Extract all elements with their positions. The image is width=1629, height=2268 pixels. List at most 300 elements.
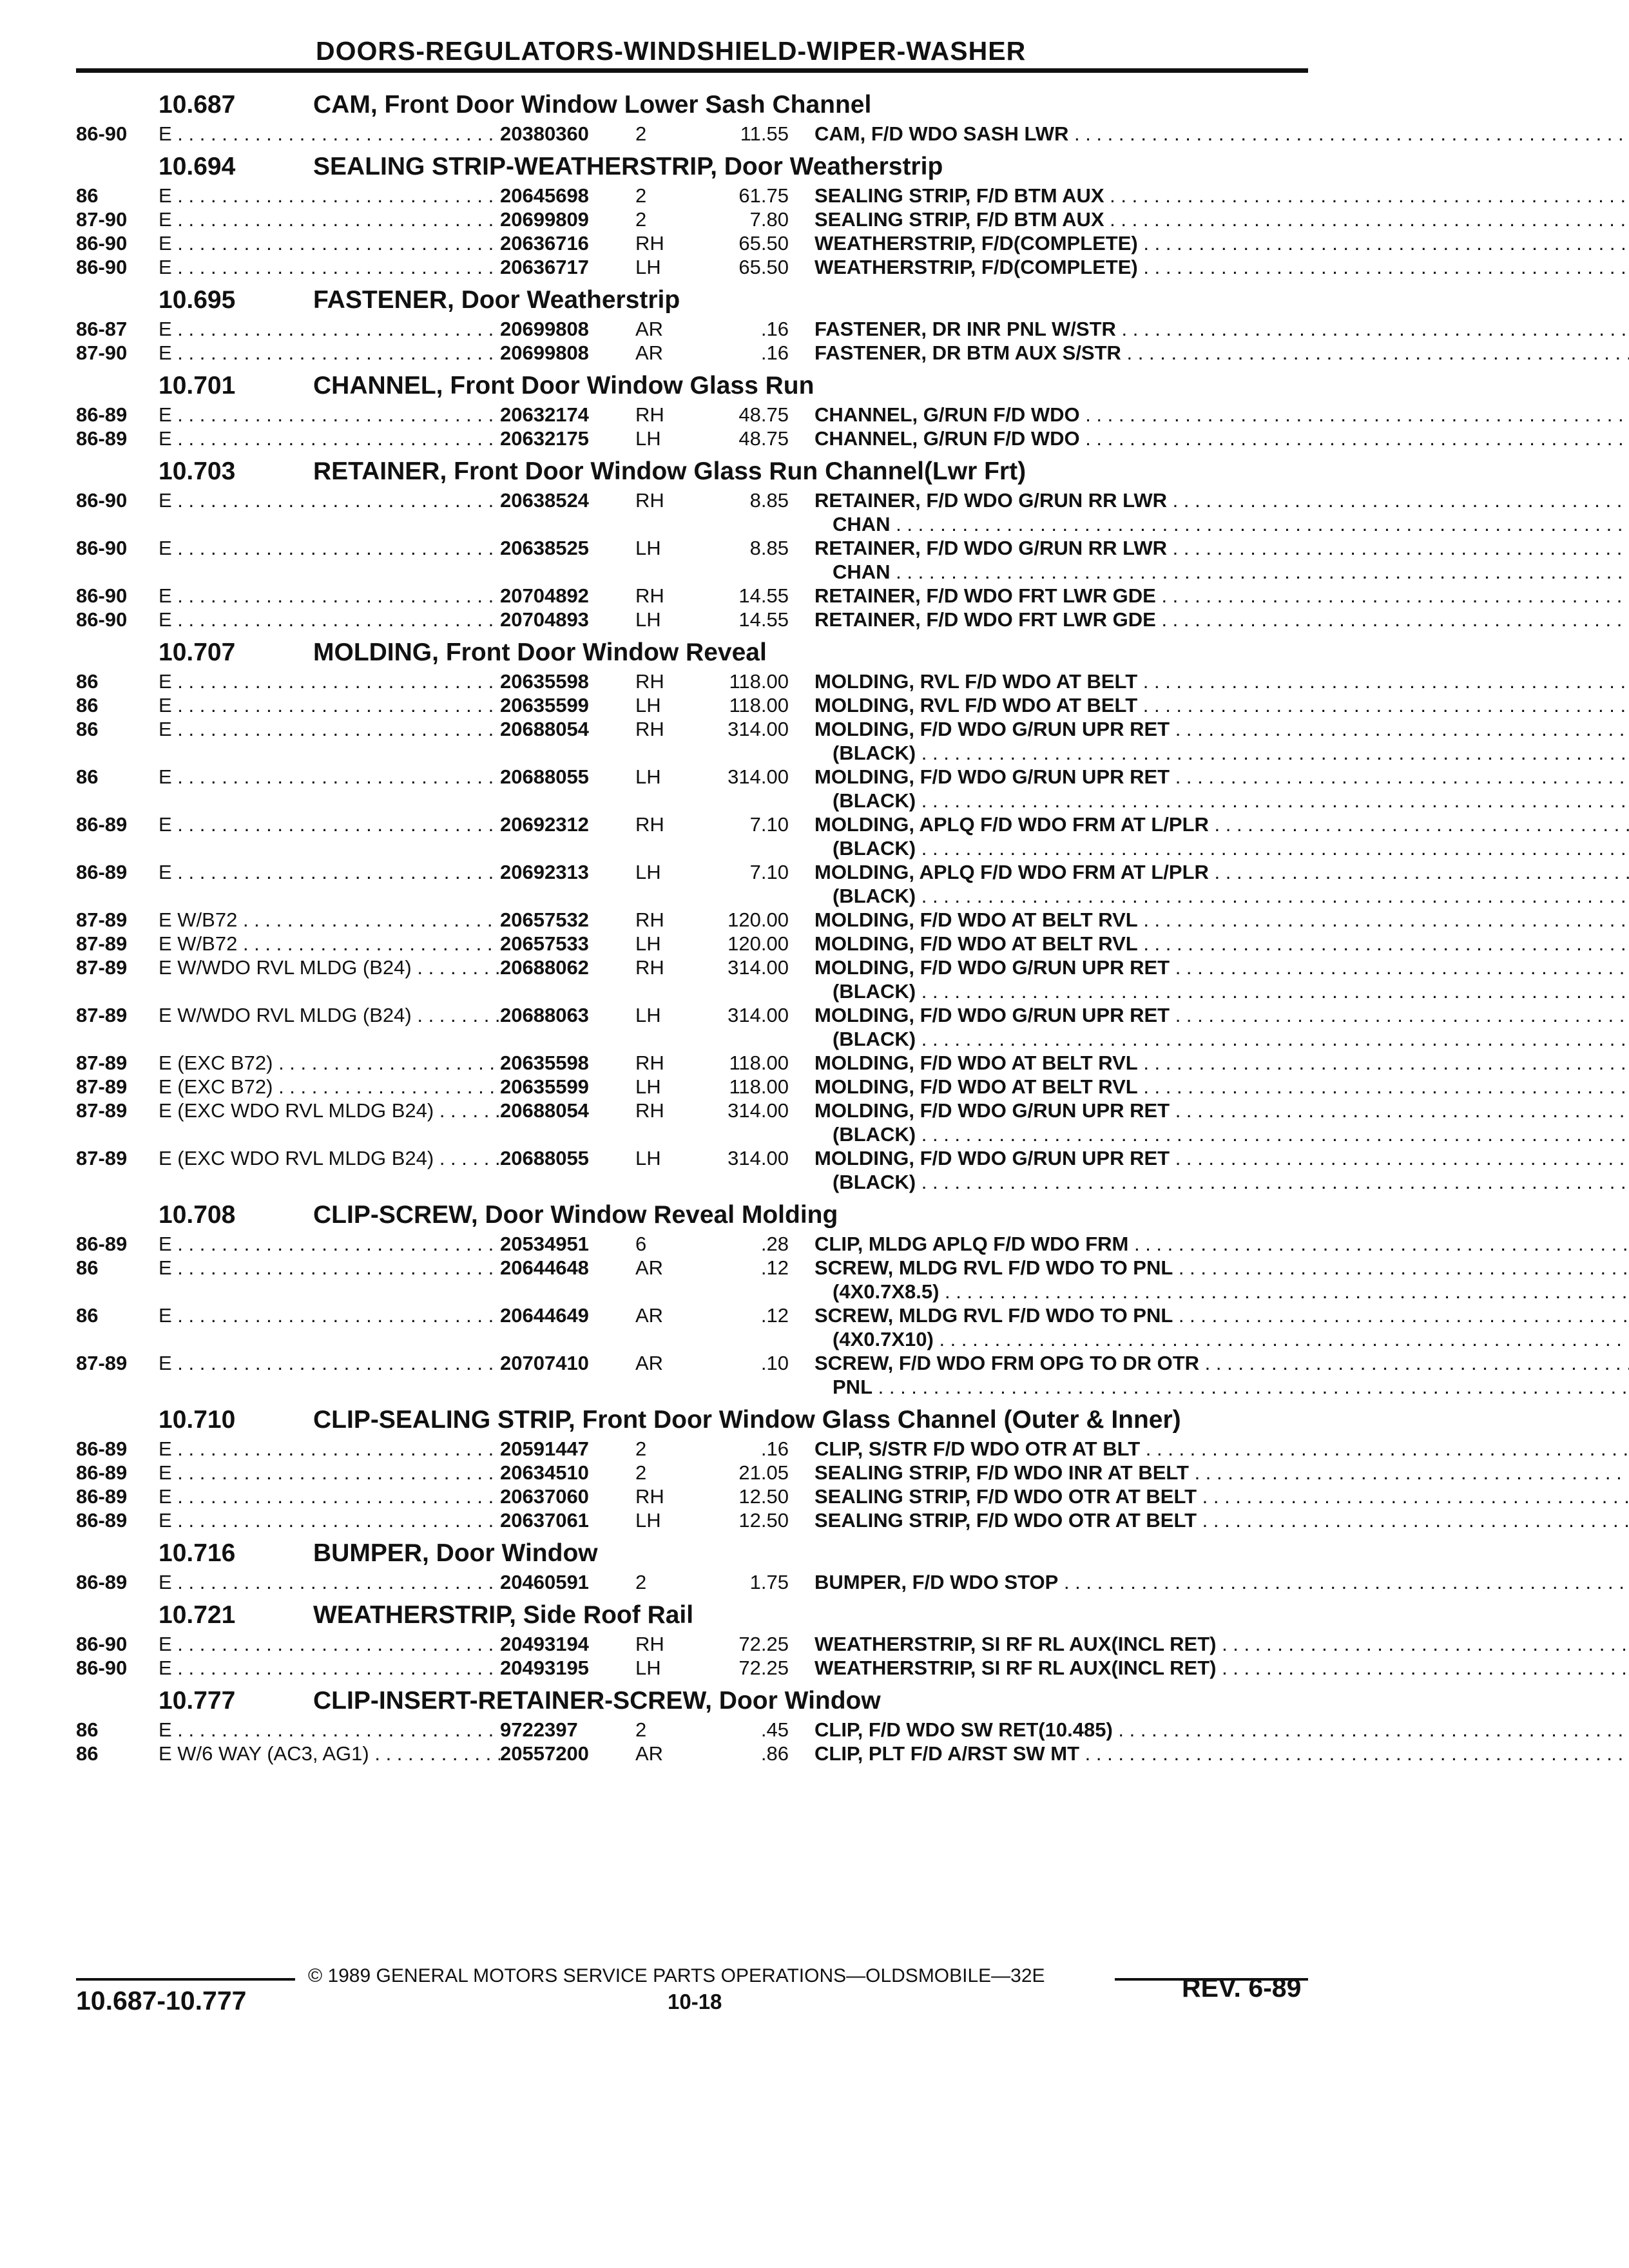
- model-years: 86-89: [76, 1571, 128, 1593]
- section: [76, 1599, 1308, 1680]
- description-text: CAM, F/D WDO SASH LWR: [815, 122, 1069, 145]
- description-line: [815, 1075, 1629, 1099]
- application-text: E W/6 WAY (AC3, AG1): [159, 1742, 369, 1765]
- price: 314.00: [728, 765, 789, 788]
- section: [76, 1537, 1308, 1594]
- application: [159, 427, 500, 450]
- application: [159, 956, 500, 979]
- model-years: 86-87: [76, 318, 128, 340]
- application: [159, 1075, 500, 1099]
- price: 72.25: [738, 1657, 789, 1679]
- part-row: [76, 860, 1308, 908]
- section: [76, 89, 1308, 146]
- model-years: 87-89: [76, 1075, 128, 1098]
- application-text: E: [159, 427, 172, 450]
- part-row: [76, 1303, 1308, 1351]
- model-years: 87-90: [76, 341, 128, 364]
- section: [76, 1199, 1308, 1399]
- description-line: [815, 669, 1629, 693]
- part-row: [76, 1718, 1308, 1742]
- application-text: E: [159, 256, 172, 278]
- application-text: E: [159, 403, 172, 426]
- description-text: CLIP, MLDG APLQ F/D WDO FRM: [815, 1233, 1129, 1255]
- description-line: [815, 1570, 1629, 1594]
- description: [815, 184, 1629, 207]
- application-text: E (EXC WDO RVL MLDG B24): [159, 1099, 434, 1122]
- application: [159, 1485, 500, 1508]
- model-years: 86-90: [76, 232, 128, 255]
- description-text: (BLACK): [833, 1028, 916, 1050]
- part-number: 20704892: [500, 584, 589, 607]
- application-text: E: [159, 1256, 172, 1279]
- part-row: [76, 908, 1308, 932]
- part-number: 20635599: [500, 1075, 589, 1098]
- price: 7.10: [749, 861, 789, 883]
- quantity: 2: [635, 122, 647, 145]
- quantity: RH: [635, 232, 664, 255]
- header-rule: [76, 68, 1308, 73]
- description-text: SEALING STRIP, F/D WDO OTR AT BELT: [815, 1509, 1197, 1532]
- description-line: [815, 1437, 1629, 1461]
- part-number: 20634510: [500, 1461, 589, 1484]
- application: [159, 231, 500, 255]
- price: 8.85: [749, 489, 789, 512]
- price: 12.50: [738, 1509, 789, 1532]
- price: 314.00: [728, 1147, 789, 1169]
- description: [815, 693, 1629, 717]
- description-text: CLIP, S/STR F/D WDO OTR AT BLT: [815, 1437, 1141, 1460]
- description-text: MOLDING, F/D WDO G/RUN UPR RET: [815, 765, 1170, 788]
- section-title: CLIP-INSERT-RETAINER-SCREW, Door Window: [313, 1687, 881, 1715]
- part-number: 20688055: [500, 1147, 589, 1169]
- application: [159, 1632, 500, 1656]
- section: [76, 1685, 1308, 1765]
- description: [815, 1351, 1629, 1399]
- description: [815, 207, 1629, 231]
- part-number: 20699809: [500, 208, 589, 231]
- description-line: [815, 341, 1629, 365]
- price: 14.55: [738, 608, 789, 631]
- part-number: 20637060: [500, 1485, 589, 1508]
- quantity: LH: [635, 694, 661, 716]
- section-title: CLIP-SEALING STRIP, Front Door Window Glass Channel (Outer & Inner): [313, 1406, 1181, 1434]
- price: 14.55: [738, 584, 789, 607]
- quantity: 2: [635, 1437, 647, 1460]
- quantity: LH: [635, 427, 661, 450]
- application: [159, 1437, 500, 1461]
- description-line: [815, 812, 1629, 836]
- model-years: 87-89: [76, 1052, 128, 1074]
- description-text: CHANNEL, G/RUN F/D WDO: [815, 427, 1080, 450]
- application: [159, 1718, 500, 1742]
- price: 118.00: [729, 694, 789, 716]
- description: [815, 1232, 1629, 1256]
- section-heading: [76, 456, 1308, 487]
- section-number: 10.716: [159, 1539, 236, 1567]
- part-number: 9722397: [500, 1718, 578, 1741]
- section: [76, 456, 1308, 631]
- description-line: [815, 884, 1629, 908]
- description: [815, 1099, 1629, 1146]
- description-text: RETAINER, F/D WDO G/RUN RR LWR: [815, 537, 1168, 559]
- description: [815, 1656, 1629, 1680]
- description: [815, 669, 1629, 693]
- part-number: 20644649: [500, 1304, 589, 1327]
- application: [159, 1099, 500, 1122]
- application: [159, 908, 500, 932]
- application: [159, 1146, 500, 1170]
- description-line: [815, 979, 1629, 1003]
- application-text: E: [159, 1571, 172, 1593]
- model-years: 86-89: [76, 1437, 128, 1460]
- description-text: MOLDING, APLQ F/D WDO FRM AT L/PLR: [815, 813, 1209, 836]
- section-title: FASTENER, Door Weatherstrip: [313, 286, 680, 314]
- application-text: E: [159, 1657, 172, 1679]
- part-row: [76, 427, 1308, 450]
- model-years: 86-89: [76, 1509, 128, 1532]
- application: [159, 765, 500, 789]
- quantity: RH: [635, 489, 664, 512]
- application: [159, 1742, 500, 1765]
- price: .16: [760, 1437, 789, 1460]
- description-line: [815, 584, 1629, 608]
- quantity: AR: [635, 318, 664, 340]
- model-years: 86-90: [76, 489, 128, 512]
- part-row: [76, 255, 1308, 279]
- section-number: 10.694: [159, 153, 236, 180]
- part-number: 20704893: [500, 608, 589, 631]
- description: [815, 860, 1629, 908]
- price: 7.10: [749, 813, 789, 836]
- section-heading: [76, 1599, 1308, 1631]
- quantity: RH: [635, 718, 664, 740]
- price: 61.75: [738, 184, 789, 207]
- description: [815, 1051, 1629, 1075]
- model-years: 86-90: [76, 1657, 128, 1679]
- description-line: [815, 1280, 1629, 1303]
- model-years: 86-90: [76, 608, 128, 631]
- model-years: 87-89: [76, 1099, 128, 1122]
- description-text: MOLDING, F/D WDO G/RUN UPR RET: [815, 1004, 1170, 1026]
- price: 314.00: [728, 718, 789, 740]
- description-line: [815, 255, 1629, 279]
- application-text: E: [159, 232, 172, 255]
- description-line: [815, 608, 1629, 631]
- part-row: [76, 669, 1308, 693]
- quantity: 6: [635, 1233, 647, 1255]
- parts-list: [76, 89, 1308, 1771]
- application: [159, 608, 500, 631]
- application-text: E: [159, 208, 172, 231]
- section-heading: [76, 284, 1308, 316]
- application: [159, 488, 500, 512]
- description-line: [815, 427, 1629, 450]
- model-years: 87-90: [76, 208, 128, 231]
- part-row: [76, 488, 1308, 536]
- description-text: WEATHERSTRIP, SI RF RL AUX(INCL RET): [815, 1657, 1217, 1679]
- quantity: LH: [635, 537, 661, 559]
- description: [815, 1437, 1629, 1461]
- section-number: 10.710: [159, 1406, 236, 1434]
- description: [815, 1632, 1629, 1656]
- section-heading: [76, 1685, 1308, 1716]
- part-number: 20688062: [500, 956, 589, 979]
- description: [815, 1256, 1629, 1303]
- description-line: [815, 1256, 1629, 1280]
- description-text: FASTENER, DR BTM AUX S/STR: [815, 341, 1121, 364]
- description-text: (BLACK): [833, 1171, 916, 1193]
- application: [159, 1256, 500, 1280]
- part-row: [76, 1146, 1308, 1194]
- description-text: (4X0.7X8.5): [833, 1280, 940, 1303]
- description: [815, 317, 1629, 341]
- section-heading: [76, 89, 1308, 120]
- part-number: 20493195: [500, 1657, 589, 1679]
- price: 314.00: [728, 956, 789, 979]
- quantity: LH: [635, 765, 661, 788]
- description: [815, 1075, 1629, 1099]
- part-row: [76, 1656, 1308, 1680]
- quantity: RH: [635, 1485, 664, 1508]
- application-text: E: [159, 1304, 172, 1327]
- part-row: [76, 1075, 1308, 1099]
- description-line: [815, 231, 1629, 255]
- quantity: 2: [635, 208, 647, 231]
- description: [815, 1570, 1629, 1594]
- section: [76, 151, 1308, 279]
- section-title: CHANNEL, Front Door Window Glass Run: [313, 372, 815, 399]
- description-line: [815, 741, 1629, 765]
- price: 118.00: [729, 1075, 789, 1098]
- description: [815, 1485, 1629, 1508]
- description-text: MOLDING, APLQ F/D WDO FRM AT L/PLR: [815, 861, 1209, 883]
- application-text: E: [159, 1509, 172, 1532]
- description-text: FASTENER, DR INR PNL W/STR: [815, 318, 1116, 340]
- application-text: E (EXC B72): [159, 1052, 273, 1074]
- quantity: LH: [635, 1075, 661, 1098]
- description-line: [815, 207, 1629, 231]
- application-text: E (EXC B72): [159, 1075, 273, 1098]
- description-text: RETAINER, F/D WDO FRT LWR GDE: [815, 608, 1156, 631]
- part-number: 20699808: [500, 318, 589, 340]
- description-line: [815, 1099, 1629, 1122]
- application-text: E: [159, 1437, 172, 1460]
- description-text: (BLACK): [833, 885, 916, 907]
- description-line: [815, 1718, 1629, 1742]
- description: [815, 908, 1629, 932]
- description-line: [815, 908, 1629, 932]
- application: [159, 1303, 500, 1327]
- section-title: WEATHERSTRIP, Side Roof Rail: [313, 1601, 694, 1629]
- price: .45: [760, 1718, 789, 1741]
- application: [159, 1051, 500, 1075]
- quantity: AR: [635, 1352, 664, 1374]
- footer-revision: REV. 6-89: [1182, 1973, 1302, 2003]
- model-years: 87-89: [76, 1147, 128, 1169]
- description-text: SEALING STRIP, F/D WDO INR AT BELT: [815, 1461, 1189, 1484]
- application: [159, 717, 500, 741]
- description: [815, 536, 1629, 584]
- part-row: [76, 717, 1308, 765]
- section: [76, 284, 1308, 365]
- application-text: E: [159, 318, 172, 340]
- application: [159, 669, 500, 693]
- quantity: LH: [635, 256, 661, 278]
- description-line: [815, 1508, 1629, 1532]
- model-years: 86-89: [76, 813, 128, 836]
- section-number: 10.703: [159, 457, 236, 485]
- description-line: [815, 932, 1629, 956]
- description: [815, 341, 1629, 365]
- model-years: 86-89: [76, 1233, 128, 1255]
- application: [159, 693, 500, 717]
- description-text: (BLACK): [833, 742, 916, 764]
- part-row: [76, 1508, 1308, 1532]
- part-number: 20707410: [500, 1352, 589, 1374]
- part-number: 20635598: [500, 670, 589, 693]
- application: [159, 1003, 500, 1027]
- application: [159, 860, 500, 884]
- description-text: MOLDING, F/D WDO AT BELT RVL: [815, 1052, 1138, 1074]
- part-row: [76, 956, 1308, 1003]
- part-number: 20699808: [500, 341, 589, 364]
- part-row: [76, 1232, 1308, 1256]
- description-line: [815, 184, 1629, 207]
- description: [815, 1718, 1629, 1742]
- application: [159, 1656, 500, 1680]
- price: 65.50: [738, 232, 789, 255]
- part-number: 20692312: [500, 813, 589, 836]
- part-row: [76, 122, 1308, 146]
- model-years: 87-89: [76, 908, 128, 931]
- part-row: [76, 1351, 1308, 1399]
- description-line: [815, 122, 1629, 146]
- price: .86: [760, 1742, 789, 1765]
- price: 65.50: [738, 256, 789, 278]
- description-text: (BLACK): [833, 789, 916, 812]
- description-text: BUMPER, F/D WDO STOP: [815, 1571, 1059, 1593]
- quantity: RH: [635, 1633, 664, 1655]
- part-number: 20688063: [500, 1004, 589, 1026]
- price: 11.55: [740, 122, 789, 145]
- application-text: E W/B72: [159, 932, 238, 955]
- description-text: MOLDING, F/D WDO AT BELT RVL: [815, 908, 1138, 931]
- description-line: [815, 836, 1629, 860]
- description-text: MOLDING, RVL F/D WDO AT BELT: [815, 694, 1138, 716]
- application-text: E: [159, 1633, 172, 1655]
- description: [815, 932, 1629, 956]
- description-text: WEATHERSTRIP, F/D(COMPLETE): [815, 232, 1138, 255]
- application: [159, 1232, 500, 1256]
- description: [815, 403, 1629, 427]
- description-line: [815, 560, 1629, 584]
- price: 48.75: [738, 427, 789, 450]
- application-text: E: [159, 670, 172, 693]
- price: 120.00: [728, 908, 789, 931]
- part-row: [76, 231, 1308, 255]
- description-line: [815, 1656, 1629, 1680]
- quantity: 2: [635, 1461, 647, 1484]
- description: [815, 255, 1629, 279]
- section-title: MOLDING, Front Door Window Reveal: [313, 639, 767, 666]
- quantity: RH: [635, 1052, 664, 1074]
- description-line: [815, 403, 1629, 427]
- description-text: CHAN: [833, 513, 891, 535]
- footer-range: 10.687-10.777: [76, 1986, 247, 2015]
- description-text: SCREW, MLDG RVL F/D WDO TO PNL: [815, 1256, 1173, 1279]
- price: 48.75: [738, 403, 789, 426]
- application: [159, 1351, 500, 1375]
- quantity: AR: [635, 1742, 664, 1765]
- application: [159, 932, 500, 956]
- footer-rule-left: [76, 1978, 295, 1981]
- description-text: SCREW, MLDG RVL F/D WDO TO PNL: [815, 1304, 1173, 1327]
- description-line: [815, 1742, 1629, 1765]
- description-line: [815, 789, 1629, 812]
- part-row: [76, 1570, 1308, 1594]
- application-text: E: [159, 694, 172, 716]
- description-line: [815, 1051, 1629, 1075]
- application-text: E: [159, 813, 172, 836]
- application: [159, 184, 500, 207]
- model-years: 86-90: [76, 584, 128, 607]
- part-row: [76, 1742, 1308, 1765]
- description: [815, 1508, 1629, 1532]
- part-row: [76, 207, 1308, 231]
- description: [815, 1303, 1629, 1351]
- part-number: 20557200: [500, 1742, 589, 1765]
- section-number: 10.777: [159, 1687, 236, 1715]
- description-line: [815, 1375, 1629, 1399]
- description-line: [815, 512, 1629, 536]
- price: .12: [760, 1256, 789, 1279]
- part-number: 20636716: [500, 232, 589, 255]
- section-heading: [76, 637, 1308, 668]
- quantity: RH: [635, 1099, 664, 1122]
- application-text: E: [159, 1485, 172, 1508]
- model-years: 87-89: [76, 932, 128, 955]
- part-number: 20644648: [500, 1256, 589, 1279]
- section-number: 10.721: [159, 1601, 236, 1629]
- section-heading: [76, 1537, 1308, 1569]
- part-row: [76, 184, 1308, 207]
- page-title: DOORS-REGULATORS-WINDSHIELD-WIPER-WASHER: [316, 36, 1027, 66]
- description-text: RETAINER, F/D WDO FRT LWR GDE: [815, 584, 1156, 607]
- section-heading: [76, 370, 1308, 401]
- quantity: RH: [635, 908, 664, 931]
- description-text: MOLDING, F/D WDO G/RUN UPR RET: [815, 956, 1170, 979]
- section: [76, 1404, 1308, 1532]
- part-row: [76, 403, 1308, 427]
- description: [815, 717, 1629, 765]
- part-row: [76, 1437, 1308, 1461]
- application-text: E: [159, 122, 172, 145]
- quantity: LH: [635, 1004, 661, 1026]
- application-text: E: [159, 341, 172, 364]
- section-heading: [76, 151, 1308, 182]
- description-line: [815, 765, 1629, 789]
- model-years: 86: [76, 694, 99, 716]
- description-text: RETAINER, F/D WDO G/RUN RR LWR: [815, 489, 1168, 512]
- price: 72.25: [738, 1633, 789, 1655]
- application-text: E W/B72: [159, 908, 238, 931]
- section: [76, 370, 1308, 450]
- price: .16: [760, 318, 789, 340]
- description: [815, 488, 1629, 536]
- section-number: 10.687: [159, 91, 236, 119]
- model-years: 86-89: [76, 403, 128, 426]
- application: [159, 341, 500, 365]
